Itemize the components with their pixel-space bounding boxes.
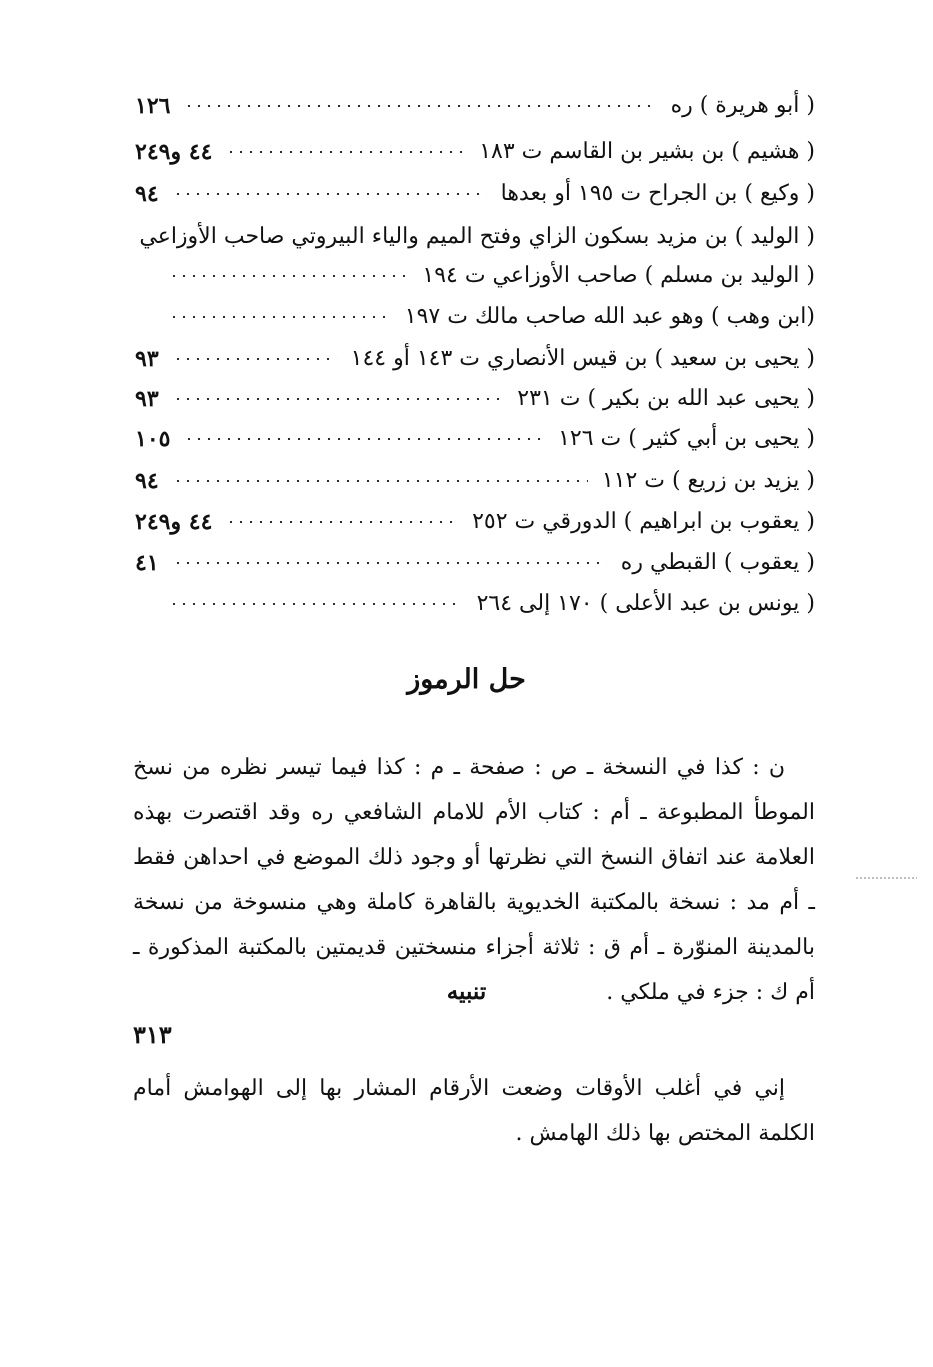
entry-page: ٩٣ bbox=[135, 346, 159, 372]
symbols-paragraph: ن : كذا في النسخة ـ ص : صفحة ـ م : كذا فيما تيسر نظره من نسخ الموطأ المطبوعة ـ أم : كتاب الأم للامام الشافعي ره وقد اقتصرت بهذه العلامة عند اتفاق النسخ التي نظرتها أو وجود ذلك الموضع في احداهن فقط ـ أم مد : نسخة بالمكتبة الخديوية بالقاهرة كاملة وهي منسوخة من نسخة بالمدينة المنوّرة ـ أم ق : ثلاثة أجزاء منسختين قديمتين بالمكتبة المذكورة ـ أم ك : جزء في ملكي . bbox=[133, 755, 815, 1005]
index-entry bbox=[135, 86, 815, 126]
leader-dots bbox=[173, 562, 607, 564]
margin-mark bbox=[855, 877, 917, 879]
symbols-heading: حل الرموز bbox=[407, 664, 526, 695]
index-entry bbox=[135, 461, 815, 501]
leader-dots bbox=[184, 105, 656, 107]
notice-paragraph: إني في أغلب الأوقات وضعت الأرقام المشار بها إلى الهوامش أمام الكلمة المختص بها ذلك الهامش . bbox=[133, 1076, 815, 1146]
entry-text: ( الوليد ) بن مزيد بسكون الزاي وفتح الميم والياء البيروتي صاحب الأوزاعي bbox=[139, 224, 815, 249]
leader-dots bbox=[226, 151, 465, 153]
entry-text: ( يعقوب ) القبطي ره bbox=[620, 550, 815, 575]
entry-text: ( يحيى عبد الله بن بكير ) ت ٢٣١ bbox=[517, 386, 815, 411]
entry-page: ٩٤ bbox=[135, 468, 159, 494]
index-entry bbox=[135, 217, 815, 257]
entry-text: ( يونس بن عبد الأعلى ) ١٧٠ إلى ٢٦٤ bbox=[476, 591, 815, 616]
index-entry bbox=[135, 502, 815, 542]
entry-text: ( وكيع ) بن الجراح ت ١٩٥ أو بعدها bbox=[500, 181, 815, 206]
index-entry bbox=[135, 339, 815, 379]
leader-dots bbox=[173, 480, 588, 482]
leader-dots bbox=[184, 438, 544, 440]
index-entry bbox=[135, 297, 815, 337]
entry-page: ١٠٥ bbox=[135, 426, 171, 452]
index-entry bbox=[135, 543, 815, 583]
leader-dots bbox=[173, 358, 337, 360]
entry-text: ( الوليد بن مسلم ) صاحب الأوزاعي ت ١٩٤ bbox=[422, 263, 815, 288]
entry-page: ١٢٦ bbox=[135, 93, 171, 119]
leader-dots bbox=[173, 193, 487, 195]
leader-dots bbox=[173, 398, 504, 400]
entry-text: ( يحيى بن أبي كثير ) ت ١٢٦ bbox=[558, 426, 815, 451]
index-entry bbox=[135, 379, 815, 419]
entry-text: ( يزيد بن زريع ) ت ١١٢ bbox=[601, 468, 815, 493]
leader-dots bbox=[169, 316, 391, 318]
entry-page: ٩٣ bbox=[135, 386, 159, 412]
entry-page: ٤٤ و٢٤٩ bbox=[135, 139, 213, 165]
entry-page: ٤٤ و٢٤٩ bbox=[135, 509, 213, 535]
page-number: ٣١٣ bbox=[133, 1020, 172, 1049]
entry-text: ( هشيم ) بن بشير بن القاسم ت ١٨٣ bbox=[479, 139, 815, 164]
index-entry bbox=[135, 132, 815, 172]
entry-text: (ابن وهب ) وهو عبد الله صاحب مالك ت ١٩٧ bbox=[404, 304, 815, 329]
index-entry bbox=[135, 174, 815, 214]
entry-text: ( أبو هريرة ) ره bbox=[670, 93, 815, 118]
leader-dots bbox=[169, 603, 463, 605]
entry-page: ٩٤ bbox=[135, 181, 159, 207]
index-entry bbox=[135, 419, 815, 459]
leader-dots bbox=[226, 521, 458, 523]
leader-dots bbox=[169, 275, 408, 277]
index-entry bbox=[135, 584, 815, 624]
entry-text: ( يحيى بن سعيد ) بن قيس الأنصاري ت ١٤٣ أو ١٤٤ bbox=[350, 346, 815, 371]
index-entry bbox=[135, 256, 815, 296]
notice-heading: تنبيه bbox=[446, 978, 487, 1005]
entry-text: ( يعقوب بن ابراهيم ) الدورقي ت ٢٥٢ bbox=[472, 509, 815, 534]
entry-page: ٤١ bbox=[135, 550, 159, 576]
